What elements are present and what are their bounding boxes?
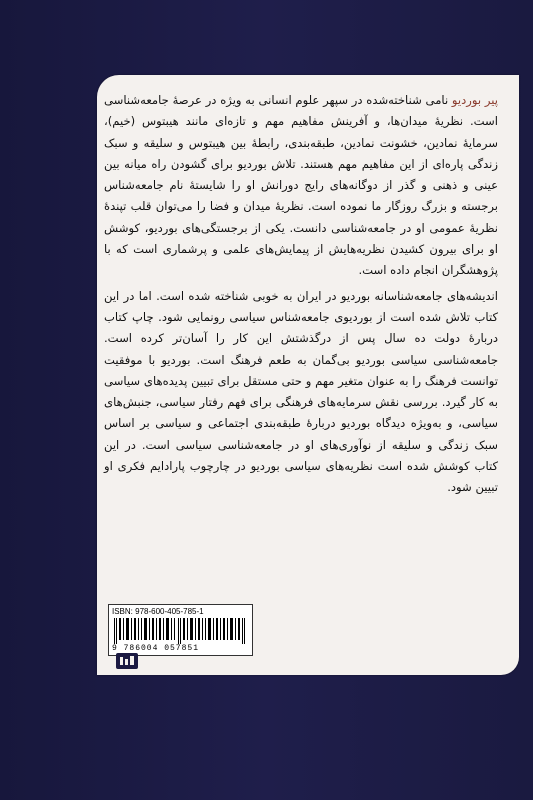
paragraph-2-body: اندیشه‌های جامعه‌شناسانه بوردیو در ایران به خوبی شناخته شده است. اما در این کتاب تلاش شده است از بوردیوی جامعه‌شناس سیاسی رونمایی شود. چاپ کتاب درباره‌ٔ دولت ده سال پس از درگذشتش این کار را آسان‌تر کرده است. جامعه‌شناسی سیاسی بوردیو بی‌گمان به طعم فرهنگ است. بوردیو با موفقیت توانست فرهنگ را به عنوان متغیر مهم و حتی مستقل برای تبیین پدیده‌های سیاسی به کار گیرد. بررسی نقش سرمایه‌های فرهنگی برای فهم رفتار سیاسی، جنبش‌های سیاسی، و به‌ویژه دیدگاه بوردیو دربارهٔ طبقه‌بندی اجتماعی و سیاسی بر اساس سبک زندگی و سلیقه از نوآوری‌های او در جامعه‌شناسی سیاسی است. در این کتاب کوشش شده است نظریه‌های سیاسی بوردیو در چارچوب پارادایم فکری او تبیین شود. (104, 288, 498, 495)
blurb-paragraph-2 (104, 286, 498, 499)
blurb-text (104, 90, 498, 503)
author-name: پیر بوردیو (451, 93, 498, 107)
blurb-paragraph-1 (104, 90, 498, 282)
isbn-label: ISBN: 978-600-405-785-1 (112, 607, 204, 616)
barcode (108, 604, 253, 656)
paragraph-1-body: نامی شناخته‌شده در سپهر علوم انسانی به ویژه در عرصهٔ جامعه‌شناسی است. نظریهٔ میدان‌ها، و آفرینش مفاهیم مهم و تازه‌ای مانند هیبتوس (خیم)، سرمایهٔ نمادین، خشونت نمادین، طبقه‌بندی، رابطهٔ بین هیبتوس و سلیقه و سبک زندگی پاره‌ای از این مفاهیم مهم هستند. تلاش بوردیو برای گشودن راه میانه بین عینی و ذهنی و گذر از دوگانه‌های رایج دورانش او را شایستهٔ نام جامعه‌شناس برجسته و بزرگ روزگار ما نموده است. نظریهٔ میدان و فضا را می‌توان قلب تپندهٔ نظریهٔ عمومی او در جامعه‌شناسی دانست. یکی از برجستگی‌های بوردیو، کوشش او برای بیرون کشیدن نظریه‌هایش از پیمایش‌های علمی و پرشماری است که با پژوهشگران انجام داده است. (104, 93, 498, 278)
barcode-number: 9 786004 057851 (112, 644, 200, 653)
barcode-bars (112, 618, 249, 644)
publisher-logo (116, 653, 138, 669)
